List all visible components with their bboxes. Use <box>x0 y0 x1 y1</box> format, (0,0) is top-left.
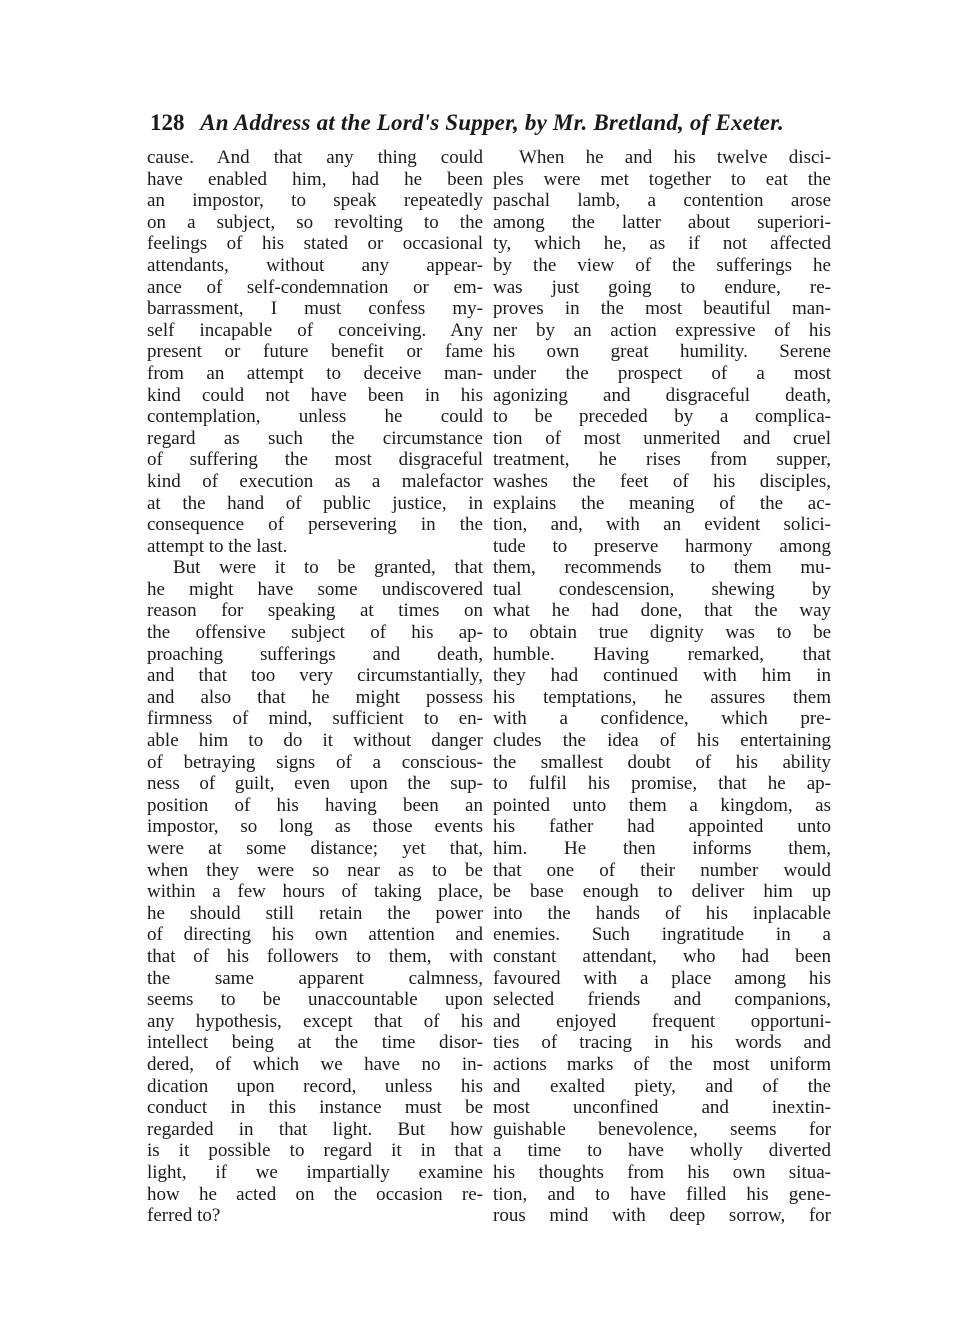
text-line: they had continued with him in <box>493 665 831 687</box>
text-line: kind could not have been in his <box>147 384 483 406</box>
text-line: But were it to be granted, that <box>173 557 483 579</box>
text-line: at the hand of public justice, in <box>147 492 483 514</box>
text-line: was just going to endure, re- <box>493 276 831 298</box>
text-line: what he had done, that the way <box>493 600 831 622</box>
text-line: have enabled him, had he been <box>147 168 483 190</box>
text-line: treatment, he rises from supper, <box>493 449 831 471</box>
text-line: from an attempt to deceive man- <box>147 362 483 384</box>
text-line: When he and his twelve disci- <box>519 147 831 168</box>
right-column <box>493 147 831 1227</box>
text-line: were at some distance; yet that, <box>147 838 483 859</box>
text-line: them, recommends to them mu- <box>493 557 831 579</box>
text-line: and that too very circumstantially, <box>147 665 483 687</box>
text-line: reason for speaking at times on <box>147 600 483 622</box>
text-line: tion, and to have filled his gene- <box>493 1183 831 1205</box>
text-line: an impostor, to speak repeatedly <box>147 190 483 212</box>
text-line: regard as such the circumstance <box>147 427 483 449</box>
text-line: enemies. Such ingratitude in a <box>493 924 831 946</box>
text-line: attendants, without any appear- <box>147 254 483 276</box>
text-line: under the prospect of a most <box>493 362 831 384</box>
text-line: that one of their number would <box>493 859 831 881</box>
text-line: tion of most unmerited and cruel <box>493 427 831 449</box>
text-line: with a confidence, which pre- <box>493 708 831 730</box>
page-number: 128 <box>150 110 185 135</box>
text-line: constant attendant, who had been <box>493 945 831 967</box>
text-line: washes the feet of his disciples, <box>493 470 831 492</box>
text-line: his own great humility. Serene <box>493 341 831 363</box>
text-line: be base enough to deliver him up <box>493 881 831 903</box>
text-line: he should still retain the power <box>147 902 483 924</box>
text-line: to be preceded by a complica- <box>493 406 831 428</box>
text-line: ples were met together to eat the <box>493 168 831 190</box>
left-column <box>147 147 483 1227</box>
text-line: regarded in that light. But how <box>147 1118 483 1140</box>
text-line: among the latter about superiori- <box>493 211 831 233</box>
text-line: the same apparent calmness, <box>147 967 483 989</box>
text-line: kind of execution as a malefactor <box>147 470 483 492</box>
text-line: ness of guilt, even upon the sup- <box>147 773 483 795</box>
text-line: contemplation, unless he could <box>147 406 483 428</box>
text-line: ner by an action expressive of his <box>493 319 831 341</box>
text-line: paschal lamb, a contention arose <box>493 190 831 212</box>
text-line: to fulfil his promise, that he ap- <box>493 773 831 795</box>
text-line: any hypothesis, except that of his <box>147 1010 483 1032</box>
text-line: guishable benevolence, seems for <box>493 1118 831 1140</box>
text-line: favoured with a place among his <box>493 967 831 989</box>
text-line: firmness of mind, sufficient to en- <box>147 708 483 730</box>
text-line: ty, which he, as if not affected <box>493 233 831 255</box>
text-line: he might have some undiscovered <box>147 578 483 600</box>
text-line: pointed unto them a kingdom, as <box>493 794 831 816</box>
running-title: An Address at the Lord's Supper, by Mr. Bretland, of Exeter. <box>200 110 784 135</box>
text-line: is it possible to regard it in that <box>147 1140 483 1162</box>
text-line: ferred to? <box>147 1205 221 1227</box>
text-line: impostor, so long as those events <box>147 816 483 838</box>
text-line: on a subject, so revolting to the <box>147 211 483 233</box>
text-line: dered, of which we have no in- <box>147 1053 483 1075</box>
text-line: proaching sufferings and death, <box>147 643 483 665</box>
text-line: to obtain true dignity was to be <box>493 622 831 644</box>
text-line: self incapable of conceiving. Any <box>147 319 483 341</box>
text-line: consequence of persevering in the <box>147 514 483 536</box>
text-line: within a few hours of taking place, <box>147 881 483 903</box>
text-line: the smallest doubt of his ability <box>493 751 831 773</box>
text-line: intellect being at the time disor- <box>147 1032 483 1054</box>
text-line: when they were so near as to be <box>147 859 483 881</box>
text-line: that of his followers to them, with <box>147 945 483 967</box>
text-line: seems to be unaccountable upon <box>147 989 483 1011</box>
text-line: selected friends and companions, <box>493 989 831 1011</box>
text-line: actions marks of the most uniform <box>493 1053 831 1075</box>
text-line: tual condescension, shewing by <box>493 578 831 600</box>
text-line: tion, and, with an evident solici- <box>493 514 831 536</box>
text-line: agonizing and disgraceful death, <box>493 384 831 406</box>
text-line: of suffering the most disgraceful <box>147 449 483 471</box>
text-line: how he acted on the occasion re- <box>147 1183 483 1205</box>
text-line: his thoughts from his own situa- <box>493 1161 831 1183</box>
text-line: him. He then informs them, <box>493 838 831 859</box>
text-line: position of his having been an <box>147 794 483 816</box>
text-line: cause. And that any thing could <box>147 147 483 168</box>
text-line: of betraying signs of a conscious- <box>147 751 483 773</box>
text-line: barrassment, I must confess my- <box>147 298 483 320</box>
text-line: and also that he might possess <box>147 686 483 708</box>
text-line: present or future benefit or fame <box>147 341 483 363</box>
text-line: by the view of the sufferings he <box>493 254 831 276</box>
text-line: of directing his own attention and <box>147 924 483 946</box>
text-line: feelings of his stated or occasional <box>147 233 483 255</box>
text-line: conduct in this instance must be <box>147 1097 483 1119</box>
text-line: humble. Having remarked, that <box>493 643 831 665</box>
text-line: dication upon record, unless his <box>147 1075 483 1097</box>
text-line: his father had appointed unto <box>493 816 831 838</box>
text-line: explains the meaning of the ac- <box>493 492 831 514</box>
text-line: cludes the idea of his entertaining <box>493 730 831 752</box>
text-line: the offensive subject of his ap- <box>147 622 483 644</box>
text-line: and exalted piety, and of the <box>493 1075 831 1097</box>
text-line: and enjoyed frequent opportuni- <box>493 1010 831 1032</box>
text-line: ance of self-condemnation or em- <box>147 276 483 298</box>
text-line: his temptations, he assures them <box>493 686 831 708</box>
text-line: attempt to the last. <box>147 535 288 557</box>
text-line: tude to preserve harmony among <box>493 535 831 557</box>
text-line: ties of tracing in his words and <box>493 1032 831 1054</box>
text-line: into the hands of his inplacable <box>493 902 831 924</box>
text-line: a time to have wholly diverted <box>493 1140 831 1162</box>
text-line: rous mind with deep sorrow, for <box>493 1205 831 1227</box>
text-line: able him to do it without danger <box>147 730 483 752</box>
text-line: proves in the most beautiful man- <box>493 298 831 320</box>
running-head <box>150 106 840 140</box>
text-line: most unconfined and inextin- <box>493 1097 831 1119</box>
text-line: light, if we impartially examine <box>147 1161 483 1183</box>
